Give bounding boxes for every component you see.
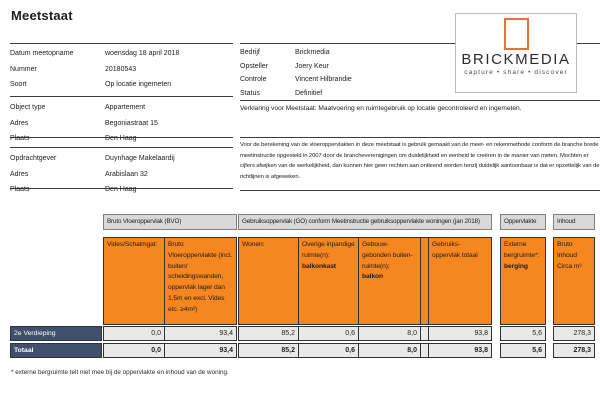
- info-label: Soort: [10, 81, 27, 88]
- table-cell: 0,6: [298, 343, 359, 358]
- column-header-bold-text: balkonkast: [302, 262, 336, 270]
- row-label-2e-verdieping: 2e Verdieping: [10, 326, 102, 341]
- info-value: Den Haag: [105, 135, 137, 142]
- group-header-oppervlakte: Oppervlakte: [500, 214, 546, 230]
- info-value: Brickmedia: [295, 49, 330, 56]
- table-cell: 0,0: [103, 326, 165, 341]
- brickmedia-tagline: capture • share • discover: [464, 69, 568, 76]
- column-header-text: Externe bergruimte*:: [504, 241, 540, 259]
- table-cell: 93,4: [164, 343, 237, 358]
- verklaring-text: Verklaring voor Meetstaat: Maatvoering en ruimtegebruik op locatie gecontroleerd en ingemeten.: [240, 105, 522, 112]
- column-header-text: Wonen:: [242, 241, 265, 248]
- info-row: [10, 151, 233, 167]
- column-header-vides: [103, 237, 165, 325]
- info-label: Datum meetopname: [10, 50, 74, 57]
- info-value: Op locatie ingemeten: [105, 81, 172, 88]
- column-header-text: Bruto Inhoud Circa m³: [557, 241, 582, 270]
- column-header-text: Bruto Vloeroppervlakte (incl. buiten/ scheidingswanden, oppervlak lager dan 1,5m en excl. Vides etc. ≥4m²): [168, 241, 232, 313]
- meetinstructie-paragraph: Voor de berekening van de vloeroppervlakten in deze meetstaat is gebruik gemaakt van de meet- en rekenmethode conform de branche brede meetinstructie opgesteld in 2007 door de brancheverenigingen om duidelijkheid en eenheid te creëren in de manier van meten. Mochten er cijfers afwijken van de werkelijkheid, dan kunnen hier geen rechten aan ontleend worden tenzij duidelijk aantoonbaar is dat er opzettelijk van de richtlijnen is afgeweken.: [240, 137, 600, 191]
- info-label: Plaats: [10, 186, 30, 193]
- table-cell: 8,0: [358, 326, 421, 341]
- table-cell: 93,8: [428, 326, 492, 341]
- info-label: Bedrijf: [240, 49, 260, 56]
- info-row: [10, 131, 233, 147]
- column-header-gebruiksoppervlak-totaal: [428, 237, 492, 325]
- page-title: Meetstaat: [11, 8, 73, 23]
- table-cell: 5,6: [500, 343, 546, 358]
- column-header-text: Gebruiks-oppervlak totaal: [432, 241, 478, 259]
- brickmedia-logo-text: BRICKMEDIA: [461, 51, 571, 68]
- column-header-text: Overige inpandige ruimte(n):: [302, 241, 355, 259]
- column-header-overige-inpandige: [298, 237, 359, 325]
- info-label: Object type: [10, 104, 46, 111]
- column-header-bold-text: berging: [504, 262, 528, 270]
- info-row: [10, 77, 233, 93]
- info-label: Adres: [10, 170, 29, 178]
- info-label: Status: [240, 89, 260, 97]
- column-header-text: Vides/Schalmgat:: [107, 241, 158, 248]
- column-header-gebouw-gebonden: [358, 237, 421, 325]
- info-label: Controle: [240, 76, 267, 83]
- group-header-go: Gebruiksoppervlak (GO) conform Meetinstructie gebruiksoppervlakte woningen (jan 2018): [238, 214, 492, 230]
- table-cell: 0,6: [298, 326, 359, 341]
- column-header-bold-text: balkon: [362, 273, 383, 281]
- info-label: Adres: [10, 119, 29, 127]
- brickmedia-logo: [455, 13, 577, 93]
- row-label-totaal: Totaal: [10, 343, 102, 358]
- info-label: Opdrachtgever: [10, 155, 57, 162]
- info-row: [10, 182, 233, 198]
- info-value: woensdag 18 april 2018: [105, 50, 180, 57]
- meta-block-object: [10, 97, 233, 142]
- column-header-bruto-vloeroppervlakte: [164, 237, 237, 325]
- info-label: Plaats: [10, 135, 30, 142]
- info-row: [10, 100, 233, 116]
- info-value: Joery Keur: [295, 62, 329, 70]
- info-value: Appartement: [105, 104, 146, 111]
- group-header-bvo: Bruto Vloeroppervlak (BVO): [103, 214, 237, 230]
- meta-block-opname: [10, 43, 233, 97]
- info-value: Vincent Hilbrandie: [295, 76, 352, 83]
- table-cell: 278,3: [553, 343, 595, 358]
- column-header-text: Gebouw-gebonden buiten-ruimte(n):: [362, 241, 413, 270]
- table-cell: 0,0: [103, 343, 165, 358]
- footnote-text: * externe bergruimte telt niet mee bij de oppervlakte en inhoud van de woning.: [11, 369, 229, 376]
- table-cell: 5,6: [500, 326, 546, 341]
- column-header-bruto-inhoud: [553, 237, 595, 325]
- info-row: [10, 62, 233, 78]
- table-cell: 93,8: [428, 343, 492, 358]
- table-cell: 85,2: [238, 326, 299, 341]
- column-header-externe-bergruimte: [500, 237, 546, 325]
- table-cell: 8,0: [358, 343, 421, 358]
- table-cell: 85,2: [238, 343, 299, 358]
- table-cell: 278,3: [553, 326, 595, 341]
- info-value: Begoniastraat 15: [105, 119, 158, 127]
- info-value: Den Haag: [105, 186, 137, 193]
- group-header-inhoud: Inhoud: [553, 214, 595, 230]
- info-label: Nummer: [10, 65, 37, 73]
- info-row: [10, 46, 233, 62]
- info-value: Definitief: [295, 89, 323, 97]
- table-cell: 93,4: [164, 326, 237, 341]
- meta-block-opdrachtgever: [10, 147, 233, 193]
- info-label: Opsteller: [240, 62, 269, 70]
- info-row: [10, 167, 233, 183]
- info-row: [10, 116, 233, 132]
- brickmedia-square-icon: [504, 18, 529, 50]
- info-value: Arabislaan 32: [105, 170, 148, 178]
- info-value: Duynhage Makelaardij: [105, 155, 175, 162]
- column-header-wonen: [238, 237, 299, 325]
- info-value: 20180543: [105, 65, 137, 73]
